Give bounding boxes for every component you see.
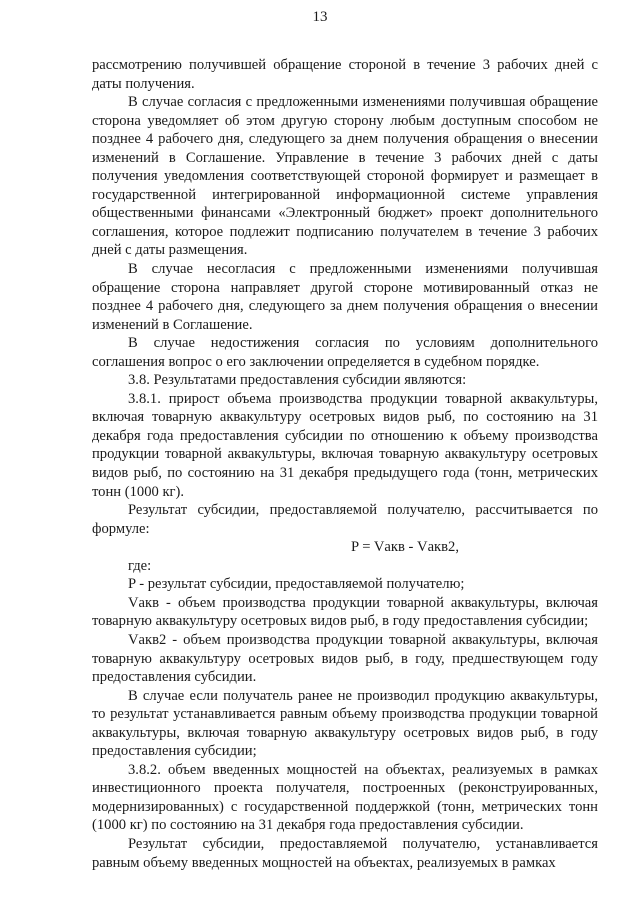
paragraph-agreement-case: В случае согласия с предложенными изменениями получившая обращение сторона уведомляет об этом другую сторону любым доступным способом не позднее 4 рабочего дня, следующего за днем получения обращения о внесении изменений в Соглашение. Управление в течение 3 рабочих дней с даты получения уведомления соответствующей стороной формирует и размещает в государственной интегрированной информационной системе управления общественными финансами «Электронный бюджет» проект дополнительного соглашения, которое подлежит подписанию получателем в течение 3 рабочих дней с даты размещения. [92,94,598,259]
formula: P = Vакв - Vакв2, [351,539,459,556]
definition-vakv2: Vакв2 - объем производства продукции товарной аквакультуры, включая товарную аквакультуру осетровых видов рыб, в году, предшествующем году предоставления субсидии. [92,631,598,686]
clause-3-8-1: 3.8.1. прирост объема производства продукции товарной аквакультуры, включая товарную аквакультуру осетровых видов рыб, по состоянию на 31 декабря года предоставления субсидии по отношению к объему производства продукции товарной аквакультуры, включая товарную аквакультуру осетровых видов рыб, по состоянию на 31 декабря предыдущего года (тонн, метрических тонн (1000 кг). [92,390,598,500]
clause-3-8-2: 3.8.2. объем введенных мощностей на объектах, реализуемых в рамках инвестиционного проекта получателя, построенных (реконструированных, модернизированных) с государственной поддержкой (тонн, метрических тонн (1000 кг) по состоянию на 31 декабря года предоставления субсидии. [92,761,598,834]
paragraph-continuation: рассмотрению получившей обращение стороной в течение 3 рабочих дней с даты получения. [92,57,598,92]
section-3-8-heading: 3.8. Результатами предоставления субсидии являются: [128,372,467,389]
paragraph-disagreement-case: В случае несогласия с предложенными изменениями получившая обращение сторона направляет другой стороне мотивированный отказ не позднее 4 рабочего дня, следующего за днем получения обращения о внесении изменений в Соглашение. [92,261,598,333]
paragraph-result-capacity: Результат субсидии, предоставляемой получателю, устанавливается равным объему введенных мощностей на объектах, реализуемых в рамках [92,835,598,871]
paragraph-formula-intro: Результат субсидии, предоставляемой получателю, рассчитывается по формуле: [92,502,598,537]
paragraph-where: где: [128,557,152,574]
definition-p: P - результат субсидии, предоставляемой получателю; [128,576,465,593]
paragraph-no-prior-production: В случае если получатель ранее не производил продукцию аквакультуры, то результат устанавливается равным объему производства продукции товарной аквакультуры, включая товарную аквакультуру осетровых видов рыб, в году предоставления субсидии; [92,687,598,760]
paragraph-no-agreement-case: В случае недостижения согласия по условиям дополнительного соглашения вопрос о его заключении определяется в судебном порядке. [92,335,598,370]
definition-vakv: Vакв - объем производства продукции товарной аквакультуры, включая товарную аквакультуру осетровых видов рыб, в году предоставления субсидии; [92,594,598,630]
document-body [92,56,598,872]
page-number: 13 [312,9,328,25]
